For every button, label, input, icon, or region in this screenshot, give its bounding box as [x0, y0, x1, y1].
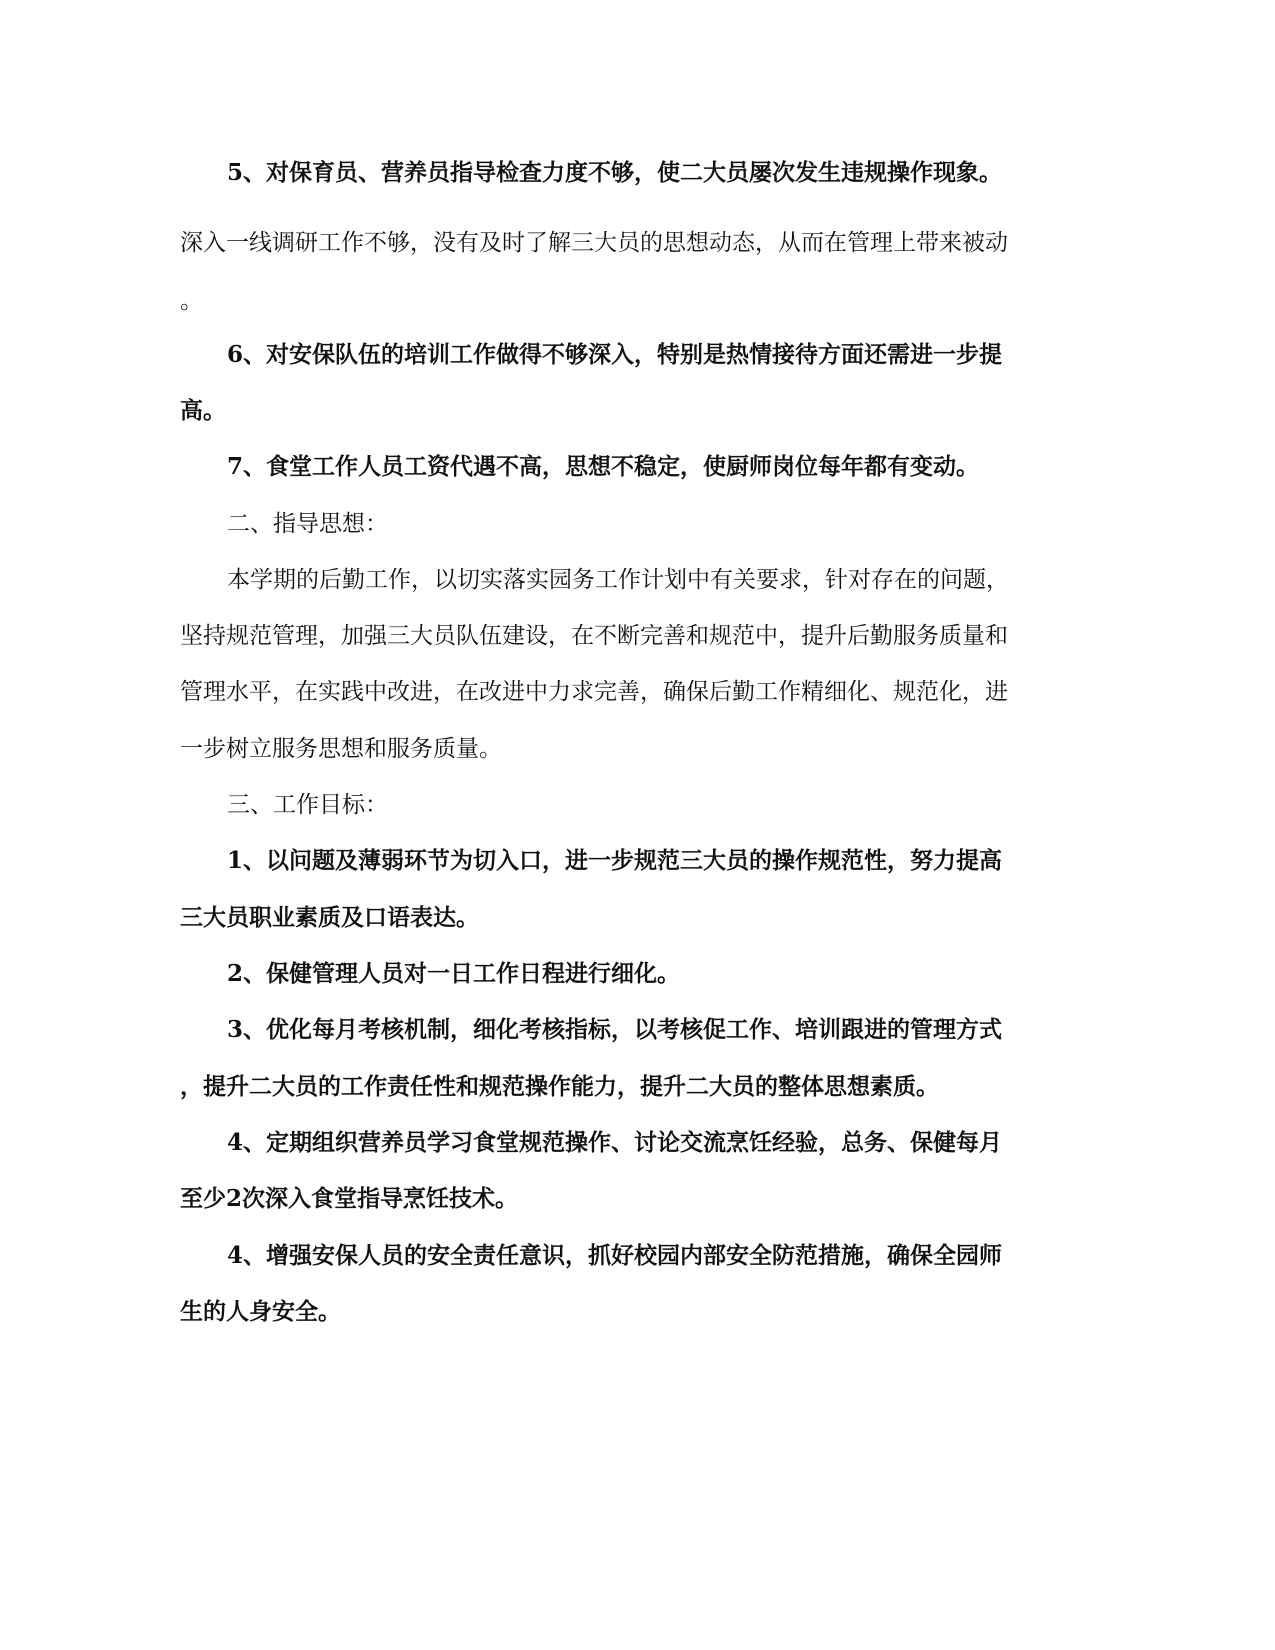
item-5-line-1: 5、对保育员、营养员指导检查力度不够，使二大员屡次发生违规操作现象。: [227, 159, 1003, 186]
paragraph-line-4: 一步树立服务思想和服务质量。: [180, 736, 502, 762]
paragraph-line-3: 管理水平，在实践中改进，在改进中力求完善，确保后勤工作精细化、规范化，进: [180, 679, 1008, 705]
item-6-line-2: 高。: [180, 397, 226, 424]
goal-1-line-1: 1、以问题及薄弱环节为切入口，进一步规范三大员的操作规范性，努力提高: [227, 847, 1003, 874]
goal-2-line-1: 2、保健管理人员对一日工作日程进行细化。: [227, 960, 681, 987]
section-heading-3: 三、工作目标：: [227, 792, 388, 818]
goal-4b-line-2: 生的人身安全。: [180, 1298, 341, 1325]
goal-4a-line-1: 4、定期组织营养员学习食堂规范操作、讨论交流烹饪经验，总务、保健每月: [227, 1129, 1003, 1156]
section-heading-2: 二、指导思想：: [227, 511, 388, 537]
goal-4b-line-1: 4、增强安保人员的安全责任意识，抓好校园内部安全防范措施，确保全园师: [227, 1242, 1003, 1269]
item-7-line-1: 7、食堂工作人员工资代遇不高，思想不稳定，使厨师岗位每年都有变动。: [227, 453, 980, 480]
paragraph-line-2: 坚持规范管理，加强三大员队伍建设，在不断完善和规范中，提升后勤服务质量和: [180, 623, 1008, 649]
goal-3-line-2: ，提升二大员的工作责任性和规范操作能力，提升二大员的整体思想素质。: [180, 1073, 939, 1100]
goal-3-line-1: 3、优化每月考核机制，细化考核指标，以考核促工作、培训跟进的管理方式: [227, 1016, 1003, 1043]
item-5-line-2: 深入一线调研工作不够，没有及时了解三大员的思想动态，从而在管理上带来被动: [180, 230, 1008, 256]
goal-4a-line-2: 至少2次深入食堂指导烹饪技术。: [180, 1185, 519, 1212]
goal-1-line-2: 三大员职业素质及口语表达。: [180, 904, 479, 931]
item-5-line-3: 。: [180, 288, 203, 314]
item-6-line-1: 6、对安保队伍的培训工作做得不够深入，特别是热情接待方面还需进一步提: [227, 341, 1003, 368]
paragraph-line-1: 本学期的后勤工作，以切实落实园务工作计划中有关要求，针对存在的问题，: [227, 567, 1009, 593]
